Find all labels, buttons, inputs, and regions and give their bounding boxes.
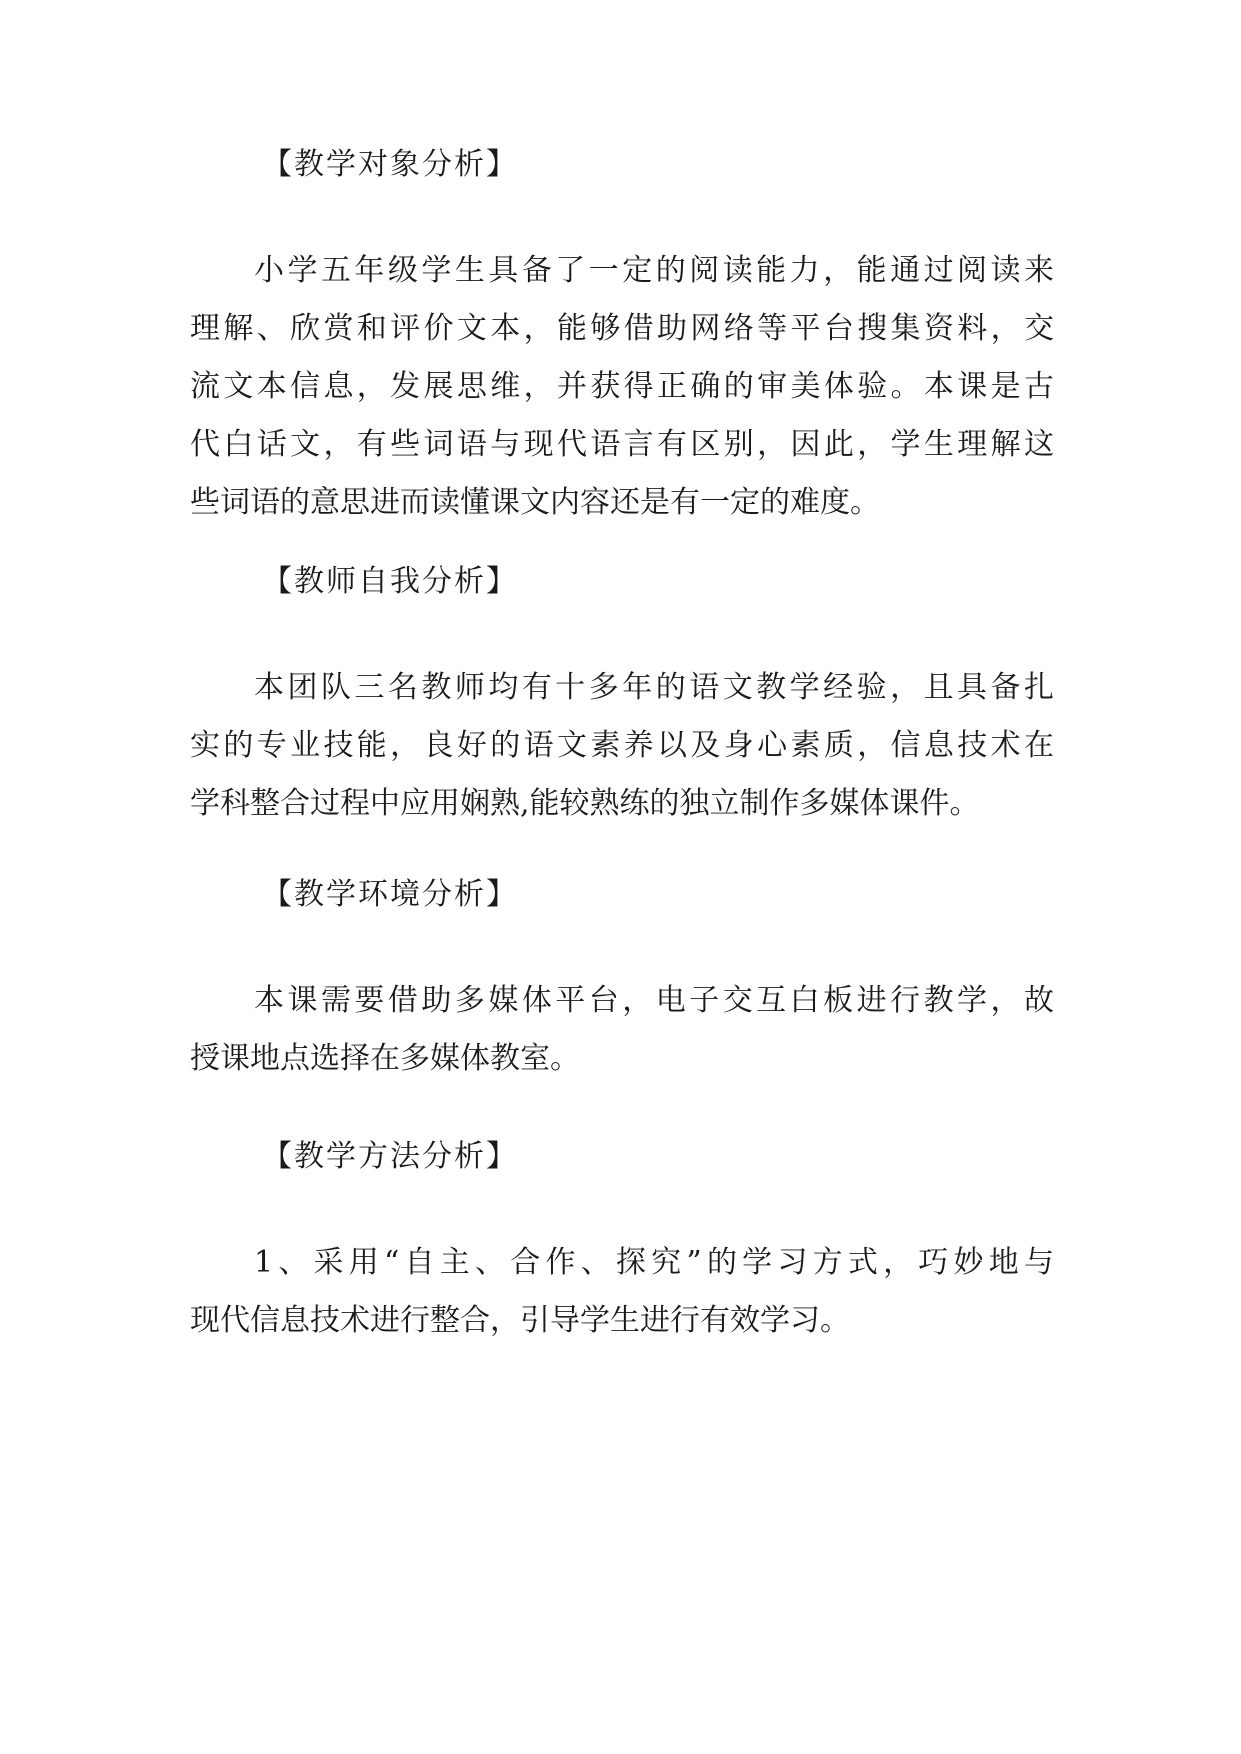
paragraph-line: 本课需要借助多媒体平台，电子交互白板进行教学，故 bbox=[254, 983, 1054, 1018]
section-paragraph-teacher-self bbox=[190, 659, 1070, 833]
section-paragraph-teaching-environment bbox=[190, 972, 1070, 1088]
paragraph-line: 些词语的意思进而读懂课文内容还是有一定的难度。 bbox=[190, 485, 880, 520]
section-heading-teaching-environment: 【教学环境分析】 bbox=[262, 877, 518, 912]
section-paragraph-teaching-method bbox=[190, 1234, 1070, 1350]
paragraph-line: 授课地点选择在多媒体教室。 bbox=[190, 1041, 580, 1076]
section-heading-teaching-object: 【教学对象分析】 bbox=[262, 147, 518, 182]
paragraph-line: 本团队三名教师均有十多年的语文教学经验，且具备扎 bbox=[254, 670, 1054, 705]
paragraph-line: 学科整合过程中应用娴熟,能较熟练的独立制作多媒体课件。 bbox=[190, 786, 980, 821]
paragraph-line: 流文本信息，发展思维，并获得正确的审美体验。本课是古 bbox=[190, 369, 1054, 404]
paragraph-line: 代白话文，有些词语与现代语言有区别，因此，学生理解这 bbox=[190, 427, 1054, 462]
paragraph-line: 实的专业技能，良好的语文素养以及身心素质，信息技术在 bbox=[190, 728, 1054, 763]
paragraph-line: 理解、欣赏和评价文本，能够借助网络等平台搜集资料，交 bbox=[190, 311, 1054, 346]
paragraph-line: 小学五年级学生具备了一定的阅读能力，能通过阅读来 bbox=[254, 253, 1054, 288]
paragraph-line: 1、采用“自主、合作、探究”的学习方式，巧妙地与 bbox=[254, 1245, 1054, 1280]
section-heading-teacher-self: 【教师自我分析】 bbox=[262, 564, 518, 599]
paragraph-line: 现代信息技术进行整合，引导学生进行有效学习。 bbox=[190, 1303, 850, 1338]
section-paragraph-teaching-object bbox=[190, 242, 1070, 532]
section-heading-teaching-method: 【教学方法分析】 bbox=[262, 1139, 518, 1174]
